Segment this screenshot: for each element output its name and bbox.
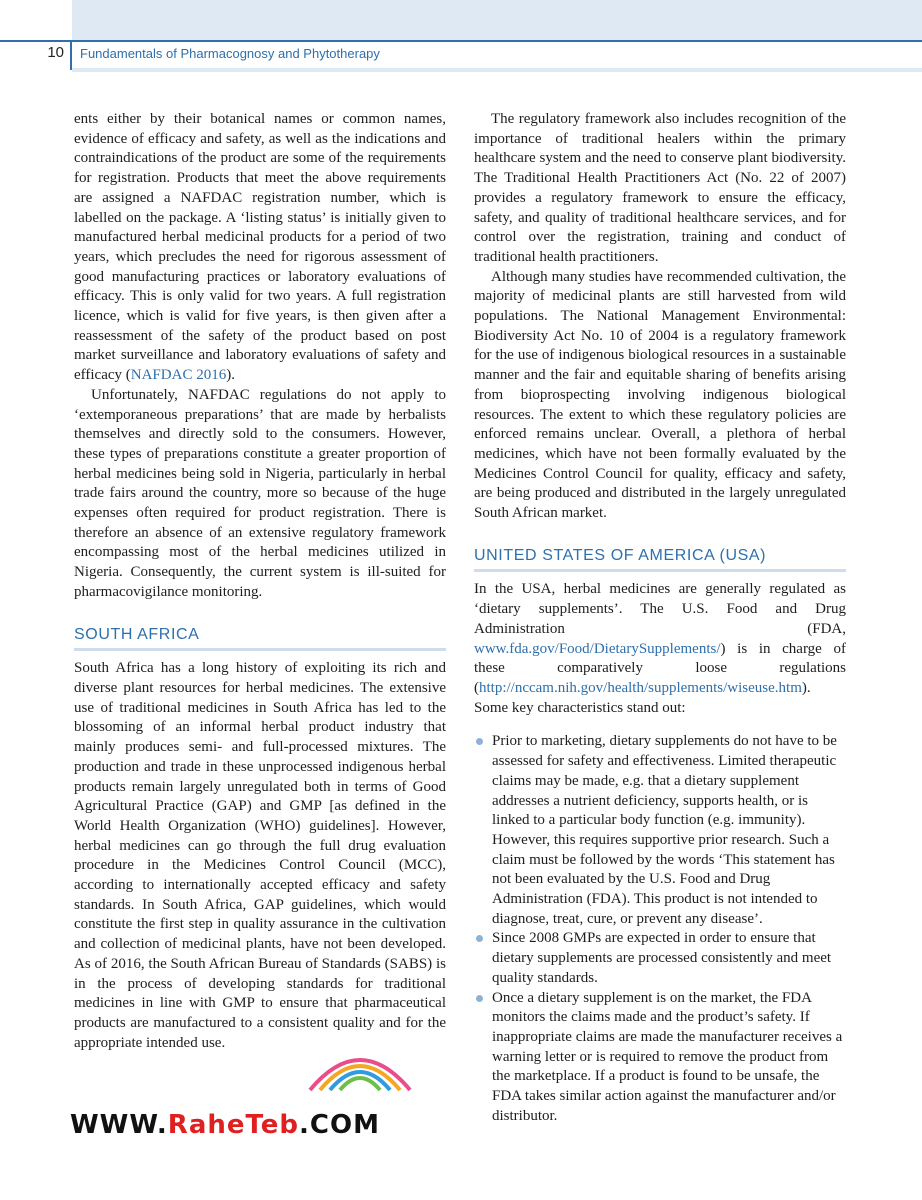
paragraph-text: In the USA, herbal medicines are generally regulated as ‘dietary supplements’. The U.S. Food and Drug Administration (FDA,	[474, 581, 846, 637]
paragraph	[474, 580, 846, 718]
bullet-list	[474, 732, 846, 1126]
paragraph: Unfortunately, NAFDAC regulations do not apply to ‘extemporaneous preparations’ that are made by herbalists themselves and directly sold to the consumers. However, these types of preparations constitute a greater proportion of herbal medicines being sold in Nigeria, particularly in herbal trade fairs around the country, more so because of the huge expenses often required for product registration. There is therefore an absence of an extensive regulatory framework encompassing most of the herbal medicines utilized in Nigeria. Consequently, the current system is ill-suited for pharmacovigilance monitoring.	[74, 386, 446, 600]
list-item	[474, 989, 846, 1127]
header-rule	[0, 40, 922, 42]
left-column	[74, 110, 446, 1053]
list-item-text: Prior to marketing, dietary supplements do not have to be assessed for safety and effectiveness. Limited therapeutic claims may be made, e.g. that a dietary supplement addresses a nutrient deficiency, supports health, or is linked to a particular body function (e.g. immunity). However, this requires supportive prior research. Such a claim must be followed by the words ‘This statement has not been evaluated by the U.S. Food and Drug Administration (FDA). This product is not intended to diagnose, treat, cure, or prevent any disease’.	[492, 733, 837, 927]
paragraph-text: ) is in charge of these comparatively loose regulations (	[474, 640, 846, 696]
right-column	[474, 110, 846, 1126]
list-item	[474, 929, 846, 988]
paragraph: South Africa has a long history of exploiting its rich and diverse plant resources for herbal medicines. The extensive use of traditional medicines in South Africa has led to the blossoming of an informal herbal product industry that mainly produces semi- and full-processed mixtures. The production and trade in these unprocessed indigenous herbal products remain largely unregulated both in terms of Good Agricultural Practice (GAP) and GMP [as defined in the World Health Organization (WHO) guidelines]. However, herbal medicines can go through the full drug evaluation procedure in the Medicines Control Council (MCC), according to internationally accepted efficacy and safety standards. In South Africa, GAP guidelines, which would constitute the first step in quality assurance in the cultivation and collection of medicinal plants, have not been developed. As of 2016, the South African Bureau of Standards (SABS) is in the process of developing standards for traditional medicines in line with GMP to ensure that pharmaceutical products are manufactured to a consistent quality and for the appropriate intended use.	[74, 660, 446, 1051]
watermark-suffix: .COM	[299, 1110, 380, 1140]
bullet-icon	[476, 738, 483, 745]
paragraph-text: ). Some key characteristics stand out:	[474, 679, 811, 716]
fda-link[interactable]: www.fda.gov/Food/DietarySupplements/	[474, 640, 721, 657]
header-divider	[70, 42, 72, 70]
watermark-text	[70, 1110, 380, 1140]
header-band-bottom	[72, 68, 922, 72]
header-band	[72, 0, 922, 40]
reference-link[interactable]: NAFDAC 2016	[130, 367, 227, 384]
watermark	[70, 1030, 400, 1170]
bullet-icon	[476, 935, 483, 942]
paragraph: Although many studies have recommended cultivation, the majority of medicinal plants are still harvested from wild populations. The National Management Environmental: Biodiversity Act No. 10 of 2004 is a regulatory framework for the use of indigenous biological resources in a sustainable manner and the fair and equitable sharing of benefits arising from bioprospecting involving indigenous biological resources. The extent to which these regulatory policies are enforced remains unclear. Overall, a plethora of herbal medicines, which have not been formally evaluated by the Medicines Control Council for quality, efficacy and safety, are being produced and distributed in the largely unregulated South African market.	[474, 268, 846, 522]
list-item-text: Once a dietary supplement is on the market, the FDA monitors the claims made and the product’s safety. If inappropriate claims are made the manufacturer receives a warning letter or is required to remove the product from the marketplace. If a product is found to be unsafe, the FDA takes similar action against the manufacturer and/or distributor.	[492, 989, 843, 1124]
paragraph-text: ents either by their botanical names or common names, evidence of efficacy and safety, as well as the indications and contraindications of the product are some of the requirements for registration. Products that meet the above requirements are assigned a NAFDAC registration number, which is labelled on the package. A ‘listing status’ is initially given to manufactured herbal medicinal products for a period of two years, which precludes the need for rigorous assessment of good manufacturing practices or laboratory evaluations of efficacy. This is only valid for two years. A full registration licence, which is valid for five years, is then given after a reassessment of the safety of the product based on post market surveillance and laboratory evaluations of safety and efficacy (	[74, 111, 446, 384]
running-title: Fundamentals of Pharmacognosy and Phytotherapy	[80, 46, 380, 61]
watermark-brand: RaheTeb	[167, 1110, 300, 1140]
nccam-link[interactable]: http://nccam.nih.gov/health/supplements/wiseuse.htm	[479, 679, 802, 696]
list-item	[474, 732, 846, 929]
section-heading-south-africa: SOUTH AFRICA	[74, 625, 446, 652]
section-heading-usa: UNITED STATES OF AMERICA (USA)	[474, 546, 846, 573]
list-item-text: Since 2008 GMPs are expected in order to ensure that dietary supplements are processed consistently and meet quality standards.	[492, 930, 832, 986]
page-number: 10	[47, 44, 64, 61]
paragraph-text: ).	[226, 367, 235, 384]
watermark-prefix: WWW.	[70, 1110, 168, 1140]
paragraph	[74, 110, 446, 386]
bullet-icon	[476, 995, 483, 1002]
paragraph: The regulatory framework also includes recognition of the importance of traditional healers within the primary healthcare system and the need to conserve plant biodiversity. The Traditional Health Practitioners Act (No. 22 of 2007) provides a regulatory framework to ensure the efficacy, safety, and quality of traditional healthcare services, and for control over the registration, training and conduct of traditional health practitioners.	[474, 111, 846, 265]
watermark-logo-icon	[300, 1030, 420, 1110]
